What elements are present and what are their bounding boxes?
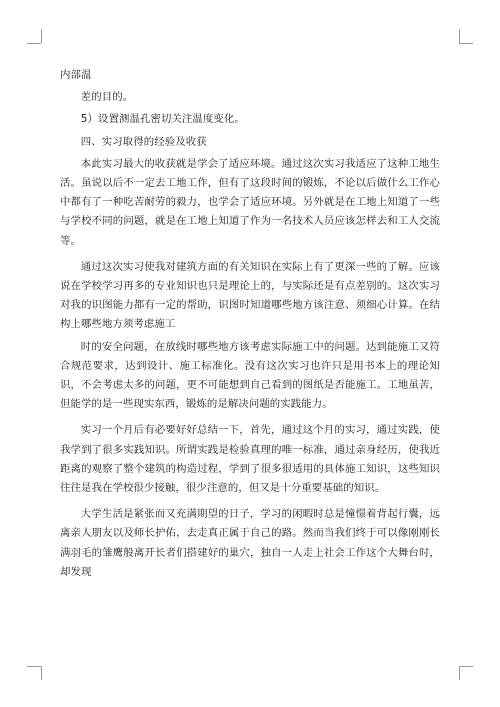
paragraph-9: 大学生活是紧张而又充满期望的日子，学习的闲暇时总是憧憬着背起行囊，远离亲人朋友以及师长护佑，去走真正属于自己的路。然而当我们终于可以像刚刚长满羽毛的雏鹰般离开长者们搭建好的巢穴，独自一人走上社会工作这个大舞台时，却发现 xyxy=(60,508,440,578)
paragraph-3: 5）设置测温孔密切关注温度变化。 xyxy=(80,113,245,126)
crop-mark-bottom-right-h xyxy=(459,666,473,667)
document-body xyxy=(60,66,440,585)
paragraph-2: 差的目的。 xyxy=(80,91,134,104)
crop-mark-top-right-h xyxy=(459,43,473,44)
section-heading: 四、实习取得的经验及收获 xyxy=(80,135,207,148)
paragraph-1: 内部温 xyxy=(60,69,92,81)
crop-mark-bottom-right-v xyxy=(459,666,460,680)
crop-mark-top-left-v xyxy=(41,29,42,43)
paragraph-8: 实习一个月后有必要好好总结一下，首先，通过这个月的实习，通过实践，使我学到了很多实践知识。所谓实践是检验真理的唯一标准，通过亲身经历，使我近距离的观察了整个建筑的构造过程，学到了很多很适用的具体施工知识，这些知识往往是我在学校很少接触，很少注意的，但又是十分重要基础的知识。 xyxy=(60,424,440,495)
crop-mark-top-right-v xyxy=(459,29,460,43)
paragraph-5: 本此实习最大的收获就是学会了适应环境。通过这次实习我适应了这种工地生活。虽说以后不一定去工地工作，但有了这段时间的锻炼，不论以后做什么工作心中都有了一种吃苦耐劳的毅力，也学会了适应环境。另外就是在工地上知道了一些与学校不同的问题，就是在工地上知道了作为一名技术人员应该怎样去和工人交流等。 xyxy=(60,157,440,247)
paragraph-7: 时的安全问题，在放线时哪些地方该考虑实际施工中的问题。达到能施工又符合规范要求，达到设计、施工标准化。没有这次实习也许只是用书本上的理论知识，不会考虑太多的问题，更不可能想到自己看到的图纸是否能施工。工地虽苦，但能学的是一些现实东西，锻炼的是解决问题的实践能力。 xyxy=(60,340,440,411)
crop-mark-bottom-left-h xyxy=(27,666,41,667)
paragraph-6: 通过这次实习使我对建筑方面的有关知识在实际上有了更深一些的了解。应该说在学校学习再多的专业知识也只是理论上的，与实际还是有点差别的。这次实习对我的识图能力都有一定的帮助，识图时知道哪些地方该注意、须细心计算。在结构上哪些地方须考虑施工 xyxy=(60,260,440,331)
crop-mark-bottom-left-v xyxy=(41,666,42,680)
crop-mark-top-left-h xyxy=(27,43,41,44)
